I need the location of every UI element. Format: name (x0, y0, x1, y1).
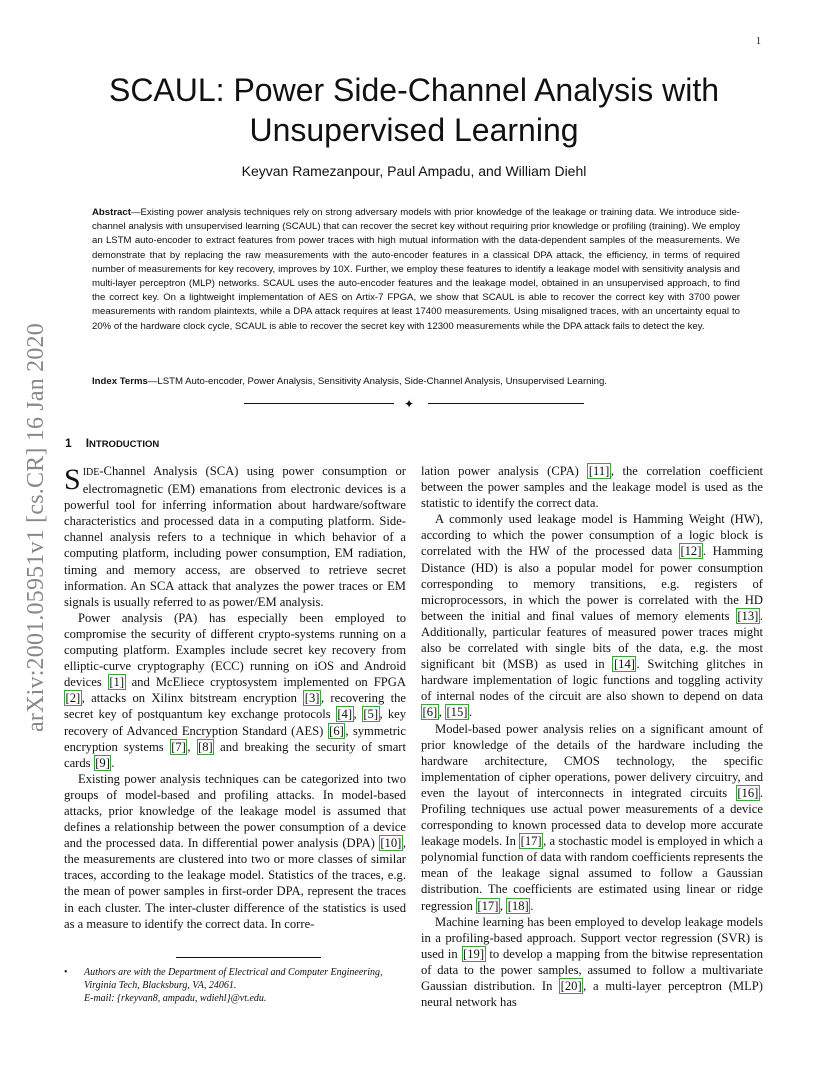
index-terms (92, 375, 740, 389)
citation-link[interactable]: [17] (520, 834, 542, 849)
citation-link[interactable]: [15] (446, 705, 468, 720)
footnote-line: Virginia Tech, Blacksburg, VA, 24061. (84, 980, 237, 991)
citation-link[interactable]: [14] (613, 657, 635, 672)
drop-cap: S (64, 463, 81, 496)
small-caps-lead: IDE (82, 467, 100, 478)
citation-link[interactable]: [7] (171, 739, 186, 754)
citation-link[interactable]: [11] (588, 464, 610, 478)
text-run: , (438, 705, 445, 720)
citation-link[interactable]: [3] (304, 691, 320, 706)
divider-ornament-icon: ✦ (404, 397, 415, 411)
text-run: , symmetric encryption systems (64, 723, 406, 754)
text-run: . Switching glitches in hardware implementation of logic functions and toggling activity of internal nodes of the circuit are also shown to depend on data (421, 657, 763, 704)
right-column (421, 463, 763, 1010)
section-title-rest: NTRODUCTION (89, 439, 160, 450)
paragraph (64, 463, 406, 610)
citation-link[interactable]: [13] (737, 608, 759, 623)
footnote-line: Authors are with the Department of Electrical and Computer Engineering, (84, 967, 383, 978)
paragraph (421, 914, 763, 1011)
text-run: , (499, 898, 507, 913)
text-run: Existing power analysis techniques can be categorized into two groups of model-based and profiling attacks. In model-based attacks, prior knowledge of the leakage model is assumed that defines a relationship between the power consumption of a device and the processed data. In differential power analysis (DPA) (64, 771, 406, 851)
citation-link[interactable]: [8] (198, 739, 213, 754)
divider-line-left (244, 403, 394, 404)
section-heading (65, 436, 159, 450)
text-run: , (187, 739, 197, 754)
text-run: , a multi-layer perceptron (MLP) neural network has (421, 979, 763, 1010)
text-run: , (353, 707, 362, 722)
text-run: . (468, 705, 473, 720)
page-number: 1 (756, 36, 761, 47)
text-run: . (530, 898, 534, 913)
paragraph (421, 463, 763, 511)
footnote (64, 966, 404, 1005)
citation-link[interactable]: [20] (560, 979, 582, 993)
text-run: and McEliece cryptosystem implemented on FPGA (125, 675, 406, 690)
text-run: , the correlation coefficient between the power samples and the leakage model is used as the statistic to identify the correct data. (421, 464, 763, 511)
footnote-rule (176, 957, 321, 958)
paragraph (421, 721, 763, 914)
title-line-1: SCAUL: Power Side-Channel Analysis with (108, 72, 720, 108)
divider-line-right (428, 403, 584, 404)
paragraph (64, 610, 406, 771)
text-run: . Additionally, particular features of measured power traces might also be correlated with single bits of the data, e.g. the most significant bit (MSB) as used in (421, 608, 763, 672)
text-run: , key recovery of Advanced Encryption Standard (AES) (64, 707, 407, 738)
text-run: Machine learning has been employed to develop leakage models in a profiling-based approach. Support vector regression (SVR) is used in (421, 914, 763, 961)
text-run: , the measurements are clustered into two or more classes of similar traces, according to the leakage model. Statistics of the traces, e.g. the mean of power samples in first-order DPA, represent the traces in each cluster. The inter-cluster difference of the statistics is used as a measure to identify the correct data. In corre- (64, 836, 406, 931)
citation-link[interactable]: [18] (507, 898, 529, 913)
citation-link[interactable]: [10] (380, 836, 402, 851)
section-title-initial: I (85, 436, 90, 450)
citation-link[interactable]: [9] (95, 755, 110, 770)
text-run: Model-based power analysis relies on a significant amount of prior knowledge of the details of the hardware including the hardware architecture, CMOS technology, the specific implementation of cipher operations, power delivery circuitry, and even the layout of interconnects in integrated circuits (421, 721, 763, 800)
text-run: lation power analysis (CPA) (421, 464, 588, 478)
text-run: Power analysis (PA) has especially been employed to compromise the security of different crypto-systems running on a computing platform. Examples include secret key recovery from elliptic-curve cryptography (ECC) running on iOS and Android devices (64, 610, 406, 690)
abstract-text: —Existing power analysis techniques rely on strong adversary models with prior knowledge of the leakage or training data. We introduce side-channel analysis with unsupervised learning (SCAUL) that can recover the secret key without requiring prior knowledge or profiling (training). We employ an LSTM auto-encoder to extract features from power traces with high mutual information with the data-dependent samples of the measurements. We demonstrate that by replacing the raw measurements with the auto-encoder features in a classical DPA attack, the efficiency, in terms of required number of measurements for key recovery, improves by 10X. Further, we employ these features to identify a leakage model with sensitivity analysis and multi-layer perceptron (MLP) networks. SCAUL uses the auto-encoder features and the leakage model, obtained in an unsupervised approach, to find the correct key. On a lightweight implementation of AES on Artix-7 FPGA, we show that SCAUL is able to recover the correct key with 3700 power measurements with random plaintexts, while a DPA attack requires at least 17400 measurements. Using misaligned traces, with an uncertainty equal to 20% of the hardware clock cycle, SCAUL is able to recover the secret key with 12300 measurements while the DPA attack fails to detect the key. (92, 207, 740, 332)
abstract (92, 206, 740, 334)
section-number: 1 (65, 436, 72, 450)
paragraph-text: -Channel Analysis (SCA) using power consumption or electromagnetic (EM) emanations from electronic devices is a powerful tool for inferring information about hardware/software characteristics and processed data in a computing platform. Side-channel analysis refers to a technique in which behavior of a computing platform, including power consumption, EM radiation, timing and memory access, are observed to retrieve secret information. An SCA attack that analyzes the power traces or EM signals is usually referred to as power/EM analysis. (64, 464, 406, 609)
text-run: , a stochastic model is employed in which a polynomial function of data with random coefficients represents the mean of the leakage signal assumed to follow a Gaussian distribution. The coefficients are estimated using linear or ridge regression (421, 834, 763, 913)
left-column (64, 463, 406, 932)
paragraph (421, 511, 763, 720)
citation-link[interactable]: [1] (109, 675, 125, 690)
citation-link[interactable]: [4] (337, 707, 353, 722)
citation-link[interactable]: [17] (477, 898, 499, 913)
text-run: A commonly used leakage model is Hamming Weight (HW), according to which the power consumption of a logic block is correlated with the HW of the processed data (421, 512, 763, 559)
paper-title (60, 70, 768, 150)
arxiv-stamp (14, 297, 58, 757)
text-run: and breaking the security of smart cards (64, 739, 406, 770)
index-terms-label: Index Terms (92, 376, 148, 387)
footnote-bullet-icon: • (64, 967, 68, 978)
citation-link[interactable]: [2] (65, 691, 81, 706)
text-run: . Profiling techniques use actual power measurements of a device corresponding to known processed data to develop more accurate leakage models. In (421, 785, 763, 849)
citation-link[interactable]: [6] (329, 723, 344, 738)
citation-link[interactable]: [16] (737, 785, 759, 800)
text-run: to develop a mapping from the bitwise representation of data to the power samples, assumed to follow a multivariate Gaussian distribution. In (421, 946, 763, 993)
section-divider (244, 397, 584, 411)
title-line-2: Unsupervised Learning (249, 112, 579, 148)
text-run: . Hamming Distance (HD) is also a popular model for power consumption corresponding to memory transitions, e.g. registers of microprocessors, in which the power is correlated with the HD between the initial and final values of memory elements (421, 544, 764, 623)
abstract-label: Abstract (92, 207, 131, 218)
citation-link[interactable]: [5] (363, 707, 379, 722)
paragraph (64, 771, 406, 932)
footnote-email: E-mail: {rkeyvan8, ampadu, wdiehl}@vt.edu. (84, 993, 267, 1004)
text-run: , attacks on Xilinx bitstream encryption (81, 691, 304, 706)
citation-link[interactable]: [6] (422, 705, 438, 720)
authors: Keyvan Ramezanpour, Paul Ampadu, and William Diehl (241, 163, 587, 179)
arxiv-stamp-text: arXiv:2001.05951v1 [cs.CR] 16 Jan 2020 (22, 322, 49, 732)
text-run: . (111, 755, 115, 770)
citation-link[interactable]: [12] (680, 544, 702, 559)
citation-link[interactable]: [19] (463, 946, 485, 961)
text-run: , recovering the secret key of postquantum key exchange protocols (64, 691, 406, 722)
index-terms-text: —LSTM Auto-encoder, Power Analysis, Sensitivity Analysis, Side-Channel Analysis, Unsupervised Learning. (147, 376, 607, 387)
